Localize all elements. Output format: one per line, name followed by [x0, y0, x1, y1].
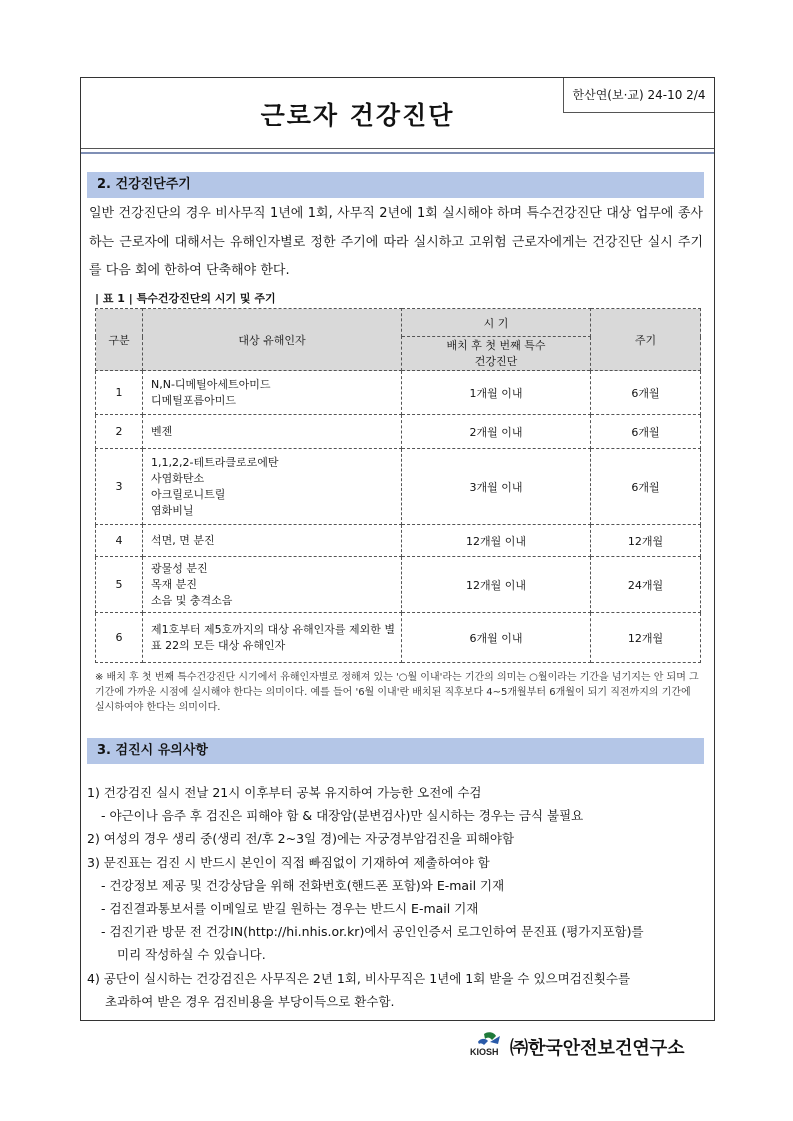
document-frame	[80, 77, 715, 1021]
list-item: - 검진결과통보서를 이메일로 받길 원하는 경우는 반드시 E-mail 기재	[101, 901, 479, 917]
row-no: 3	[96, 449, 143, 525]
row-timing: 12개월 이내	[402, 525, 591, 557]
row-no: 2	[96, 415, 143, 449]
table-row	[96, 525, 701, 557]
row-cycle: 6개월	[591, 415, 701, 449]
row-no: 5	[96, 557, 143, 613]
logo-text: KIOSH	[470, 1047, 499, 1057]
col-header-timing-sub: 배치 후 첫 번째 특수 건강진단	[402, 337, 591, 371]
row-factor: N,N-디메틸아세트아미드 디메틸포름아미드	[143, 371, 402, 415]
list-item: - 야근이나 음주 후 검진은 피해야 함 & 대장암(분변검사)만 실시하는 경우는 금식 불필요	[101, 808, 584, 824]
list-item: 3) 문진표는 검진 시 반드시 본인이 직접 빠짐없이 기재하여 제출하여야 함	[87, 854, 490, 870]
row-timing: 1개월 이내	[402, 371, 591, 415]
document-number: 한산연(보·교) 24-10 2/4	[563, 78, 714, 113]
row-timing: 6개월 이내	[402, 613, 591, 663]
row-cycle: 12개월	[591, 613, 701, 663]
list-item: - 건강정보 제공 및 건강상담을 위해 전화번호(핸드폰 포함)와 E-mail 기재	[101, 877, 505, 893]
row-factor: 제1호부터 제5호까지의 대상 유해인자를 제외한 별표 22의 모든 대상 유해인자	[143, 613, 402, 663]
cycle-paragraph: 일반 건강진단의 경우 비사무직 1년에 1회, 사무직 2년에 1회 실시해야 하며 특수건강진단 대상 업무에 종사하는 근로자에 대해서는 유해인자별로 정한 주기에 따라 실시하고 고위험 근로자에게는 건강진단 실시 주기를 다음 회에 한하여 단축해야 한다.	[89, 206, 703, 278]
page-title: 근로자 건강진단	[260, 101, 455, 130]
list-item: 초과하여 받은 경우 검진비용을 부당이득으로 환수함.	[105, 993, 395, 1009]
precautions-list	[87, 781, 705, 1013]
col-header-factor: 대상 유해인자	[143, 309, 402, 371]
list-item: 4) 공단이 실시하는 건강검진은 사무직은 2년 1회, 비사무직은 1년에 1회 받을 수 있으며검진횟수를	[87, 970, 631, 986]
list-item: 미리 작성하실 수 있습니다.	[117, 947, 266, 963]
row-cycle: 24개월	[591, 557, 701, 613]
row-cycle: 6개월	[591, 371, 701, 415]
row-factor: 벤젠	[143, 415, 402, 449]
row-factor: 석면, 면 분진	[143, 525, 402, 557]
row-timing: 3개월 이내	[402, 449, 591, 525]
table-row	[96, 613, 701, 663]
col-header-cycle: 주기	[591, 309, 701, 371]
table-row	[96, 449, 701, 525]
document-header	[81, 78, 714, 149]
row-factor: 광물성 분진 목재 분진 소음 및 충격소음	[143, 557, 402, 613]
section-heading-cycle: 2. 건강진단주기	[87, 172, 704, 198]
header-divider	[81, 152, 714, 154]
organization-name: ㈜한국안전보건연구소	[510, 1038, 685, 1059]
section-heading-precautions: 3. 검진시 유의사항	[87, 738, 704, 764]
list-item: - 검진기관 방문 전 건강IN(http://hi.nhis.or.kr)에서 공인인증서 로그인하여 문진표 (평가지포함)를	[101, 924, 644, 940]
row-timing: 12개월 이내	[402, 557, 591, 613]
row-no: 4	[96, 525, 143, 557]
table-row	[96, 371, 701, 415]
table-caption: | 표 1 | 특수건강진단의 시기 및 주기	[95, 292, 276, 305]
col-header-group: 구분	[96, 309, 143, 371]
row-cycle: 6개월	[591, 449, 701, 525]
row-timing: 2개월 이내	[402, 415, 591, 449]
row-no: 1	[96, 371, 143, 415]
table-footnote: ※ 배치 후 첫 번째 특수건강진단 시기에서 유해인자별로 정해져 있는 '○월 이내'라는 기간의 의미는 ○월이라는 기간을 넘기지는 안 되며 그 기간에 가까운 시점에 실시해야 한다는 의미이다. 예를 들어 '6월 이내'란 배치된 직후보다 4~5개월부터 6개월이 되기 직전까지의 기간에 실시하여야 한다는 의미이다.	[95, 672, 699, 713]
col-header-timing: 시 기	[402, 309, 591, 337]
table-row	[96, 415, 701, 449]
table-row	[96, 557, 701, 613]
list-item: 1) 건강검진 실시 전날 21시 이후부터 공복 유지하여 가능한 오전에 수검	[87, 785, 482, 800]
row-no: 6	[96, 613, 143, 663]
special-exam-table	[95, 308, 701, 663]
list-item: 2) 여성의 경우 생리 중(생리 전/후 2~3일 경)에는 자궁경부암검진을 피해야함	[87, 831, 515, 847]
row-factor: 1,1,2,2-테트라클로로에탄 사염화탄소 아크릴로니트릴 염화비닐	[143, 449, 402, 525]
row-cycle: 12개월	[591, 525, 701, 557]
